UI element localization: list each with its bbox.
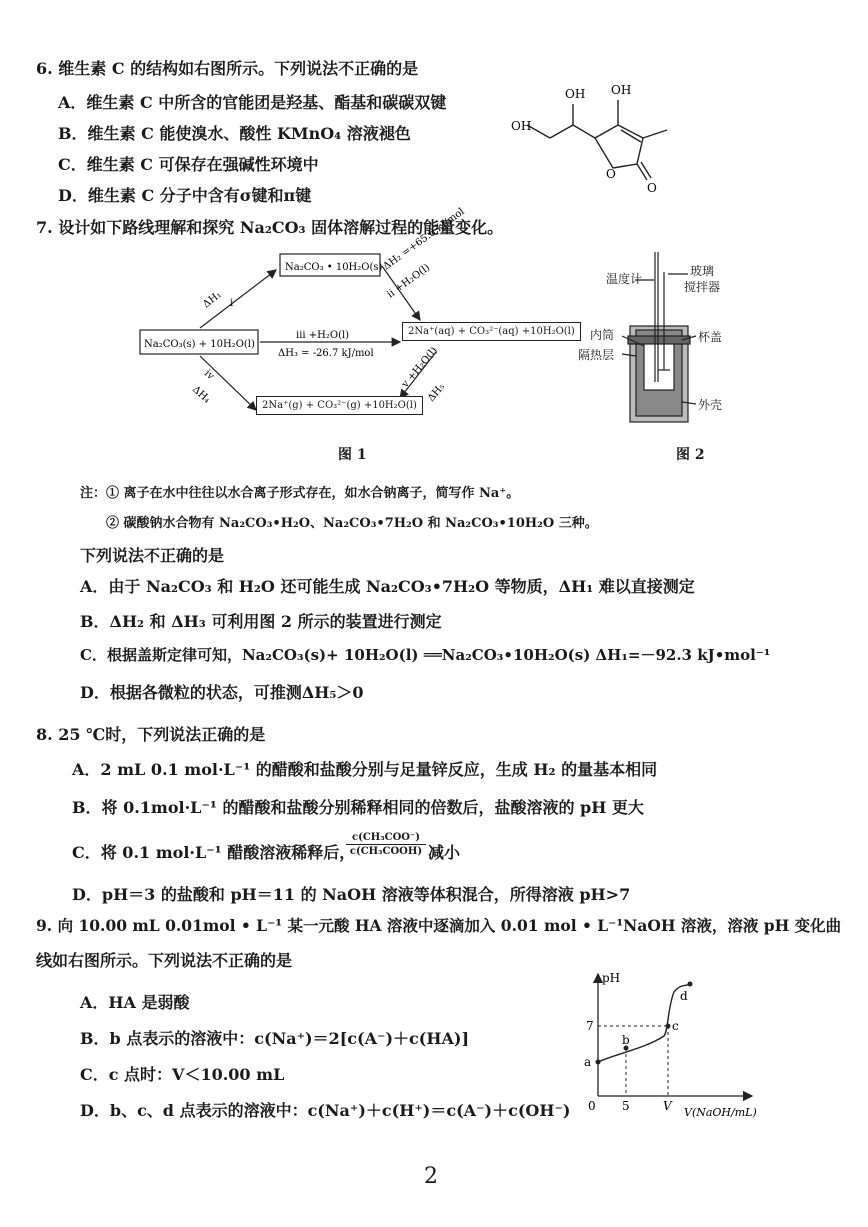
- q9-ph-graph: [576, 966, 756, 1126]
- graph-origin: 0: [588, 1099, 596, 1113]
- graph-label-a: a: [584, 1055, 592, 1069]
- q9-option-a: A．HA 是弱酸: [80, 993, 190, 1012]
- q9-option-c: C．c 点时：V＜10.00 mL: [80, 1065, 285, 1084]
- q8-option-a: A．2 mL 0.1 mol·L⁻¹ 的醋酸和盐酸分别与足量锌反应，生成 H₂ 的量基本相同: [72, 760, 658, 779]
- q8-fraction-numerator: c(CH₃COO⁻): [346, 832, 426, 845]
- label-glass: 玻璃: [690, 264, 715, 278]
- q7-stem: 7. 设计如下路线理解和探究 Na₂CO₃ 固体溶解过程的能量变化。: [36, 218, 504, 237]
- q7-note-1: 注：① 离子在水中往往以水合离子形式存在，如水合钠离子，简写作 Na⁺。: [80, 486, 520, 501]
- struct-ring-o: O: [606, 167, 616, 181]
- point-d: [688, 982, 693, 987]
- arrow-iii-label: iii +H₂O(l): [296, 330, 350, 341]
- label-lid: 杯盖: [698, 330, 723, 344]
- arrow-iii-dh: ΔH₃ = -26.7 kJ/mol: [278, 348, 374, 359]
- figure-1-caption: 图 1: [338, 447, 367, 463]
- struct-oh-3: OH: [611, 83, 632, 97]
- q8-option-d: D．pH＝3 的盐酸和 pH＝11 的 NaOH 溶液等体积混合，所得溶液 pH>7: [72, 885, 631, 904]
- q7-option-c: C．根据盖斯定律可知，Na₂CO₃(s)+ 10H₂O(l) ══Na₂CO₃•10H₂O(s) ΔH₁=－92.3 kJ•mol⁻¹: [80, 646, 771, 664]
- q6-option-d: D．维生素 C 分子中含有σ键和π键: [58, 186, 312, 205]
- q7-option-b: B．ΔH₂ 和 ΔH₃ 可利用图 2 所示的装置进行测定: [80, 612, 442, 631]
- q9-option-d: D．b、c、d 点表示的溶液中：c(Na⁺)＋c(H⁺)＝c(A⁻)＋c(OH⁻): [80, 1101, 571, 1120]
- point-a: [596, 1060, 601, 1065]
- box-bottom-text: 2Na⁺(g) + CO₃²⁻(g) +10H₂O(l): [262, 400, 417, 411]
- arrow-v-dh: ΔH₅: [425, 381, 448, 404]
- q6-option-a: A．维生素 C 中所含的官能团是羟基、酯基和碳碳双键: [58, 93, 447, 112]
- q7-note-2: ② 碳酸钠水合物有 Na₂CO₃•H₂O、Na₂CO₃•7H₂O 和 Na₂CO₃•10H₂O 三种。: [106, 516, 598, 531]
- struct-oh-2: OH: [565, 87, 586, 101]
- figure-2-caption: 图 2: [676, 447, 705, 463]
- graph-y-label: pH: [602, 971, 621, 985]
- vitamin-c-structure: [505, 80, 705, 195]
- q6-stem: 6. 维生素 C 的结构如右图所示。下列说法不正确的是: [36, 59, 419, 78]
- label-thermometer: 温度计: [606, 272, 643, 286]
- box-bottom: [256, 396, 423, 415]
- q8-option-b: B．将 0.1mol·L⁻¹ 的醋酸和盐酸分别稀释相同的倍数后，盐酸溶液的 pH 更大: [72, 798, 644, 817]
- q8-option-c: C．将 0.1 mol·L⁻¹ 醋酸溶液稀释后，: [72, 843, 356, 862]
- box-right-text: 2Na⁺(aq) + CO₃²⁻(aq) +10H₂O(l): [408, 326, 575, 337]
- graph-label-d: d: [680, 989, 688, 1003]
- q8-option-c-tail: 减小: [428, 843, 461, 862]
- q9-stem-line1: 9. 向 10.00 mL 0.01mol • L⁻¹ 某一元酸 HA 溶液中逐滴加入 0.01 mol • L⁻¹NaOH 溶液，溶液 pH 变化曲: [36, 916, 842, 935]
- box-start-text: Na₂CO₃(s) + 10H₂O(l): [144, 339, 255, 350]
- struct-carbonyl-o: O: [647, 181, 657, 195]
- arrow-iv-label: iv: [201, 368, 216, 383]
- graph-tick-v: V: [663, 1099, 672, 1113]
- graph-label-c: c: [672, 1019, 679, 1033]
- q9-option-b: B．b 点表示的溶液中：c(Na⁺)＝2[c(A⁻)＋c(HA)]: [80, 1029, 470, 1048]
- arrow-iv-dh: ΔH₄: [189, 384, 213, 406]
- struct-oh-1: OH: [511, 119, 532, 133]
- label-shell: 外壳: [698, 398, 723, 412]
- point-c: [666, 1024, 671, 1029]
- q8-fraction: [346, 832, 426, 857]
- q9-stem-line2: 线如右图所示。下列说法不正确的是: [36, 951, 293, 970]
- q7-option-a: A．由于 Na₂CO₃ 和 H₂O 还可能生成 Na₂CO₃•7H₂O 等物质，ΔH₁ 难以直接测定: [80, 577, 695, 596]
- page-number: 2: [424, 1164, 438, 1189]
- q7-option-d: D．根据各微粒的状态，可推测ΔH₅＞0: [80, 683, 364, 702]
- graph-x-label: V(NaOH/mL): [684, 1106, 757, 1119]
- graph-label-b: b: [622, 1033, 630, 1047]
- graph-tick-5: 5: [622, 1099, 630, 1113]
- arrow-i-num: i: [230, 298, 234, 309]
- q8-fraction-denominator: c(CH₃COOH): [349, 846, 423, 857]
- graph-tick-7: 7: [586, 1019, 594, 1033]
- label-insulation: 隔热层: [578, 348, 615, 362]
- arrow-i-dh: ΔH₁: [201, 289, 224, 311]
- arrow-v-label: v +H₂O(l): [399, 345, 440, 390]
- label-stirrer: 搅拌器: [684, 280, 721, 294]
- arrow-ii-dh: ΔH₂ =+65.6 kJ/mol: [381, 206, 467, 273]
- label-inner-cup: 内筒: [590, 328, 615, 342]
- arrow-ii-label: ii +H₂O(l): [385, 262, 433, 301]
- box-right: [402, 322, 581, 341]
- q8-stem: 8. 25 ℃时，下列说法正确的是: [36, 725, 266, 744]
- box-top-text: Na₂CO₃ • 10H₂O(s): [285, 262, 383, 273]
- q6-option-c: C．维生素 C 可保存在强碱性环境中: [58, 155, 319, 174]
- q6-option-b: B．维生素 C 能使溴水、酸性 KMnO₄ 溶液褪色: [58, 124, 411, 143]
- q7-sub-stem: 下列说法不正确的是: [80, 546, 225, 565]
